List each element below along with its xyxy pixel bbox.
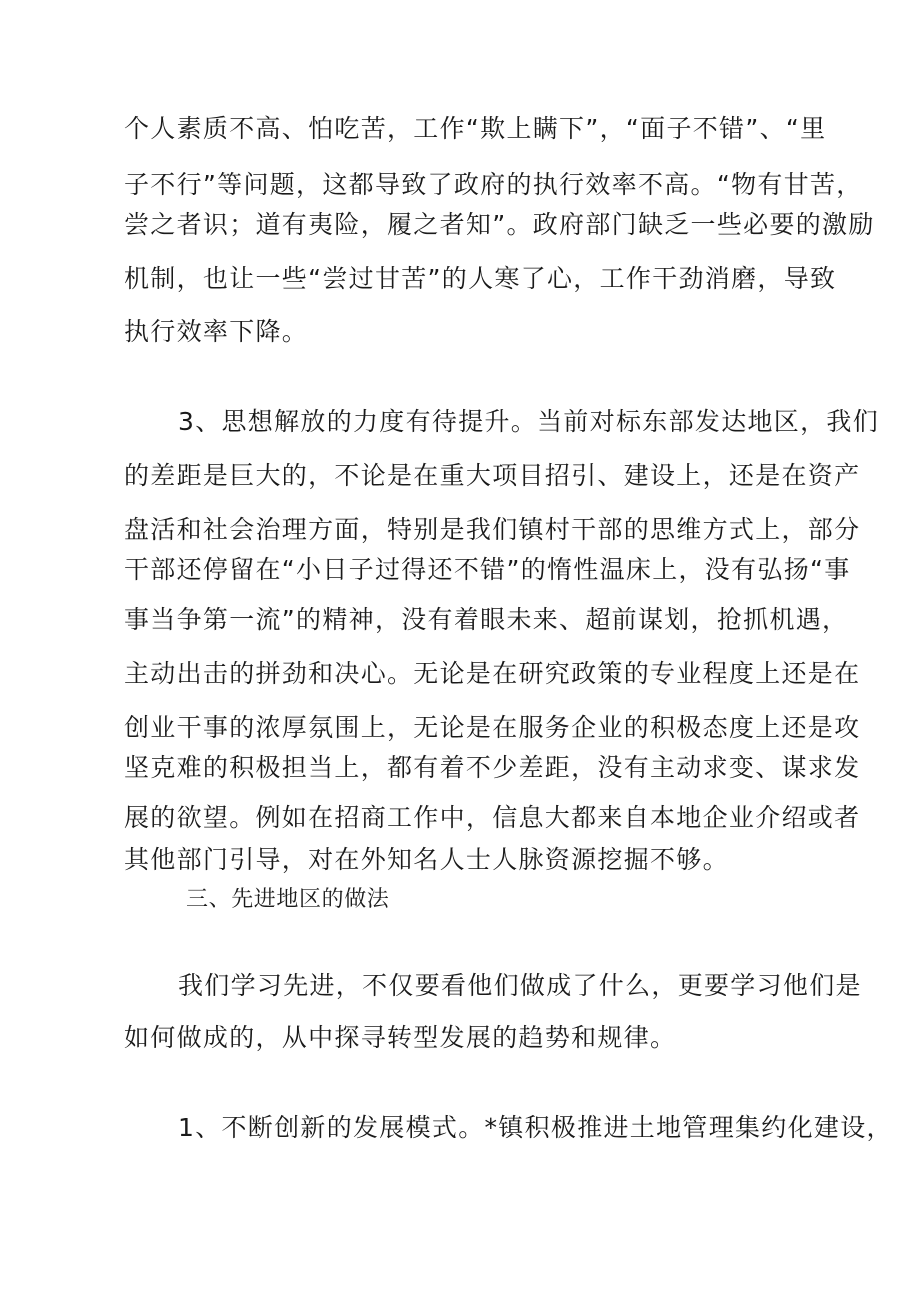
paragraph-2-line-3: 盘活和社会治理方面，特别是我们镇村干部的思维方式上，部分 [124, 515, 861, 544]
paragraph-3-line-2: 如何做成的，从中探寻转型发展的趋势和规律。 [124, 1023, 677, 1052]
paragraph-2-line-2: 的差距是巨大的，不论是在重大项目招引、建设上，还是在资产 [124, 461, 861, 490]
paragraph-1-line-1: 个人素质不高、怕吃苦，工作“欺上瞒下”，“面子不错”、“里 [124, 114, 827, 143]
paragraph-2-line-10: 其他部门引导，对在外知名人士人脉资源挖掘不够。 [124, 845, 729, 874]
paragraph-2-line-7: 创业干事的浓厚氛围上，无论是在服务企业的积极态度上还是攻 [124, 713, 861, 742]
paragraph-2-line-5: 事当争第一流”的精神，没有着眼未来、超前谋划，抢抓机遇， [124, 605, 849, 634]
paragraph-1-line-3: 尝之者识；道有夷险，履之者知”。政府部门缺乏一些必要的激励 [124, 210, 875, 239]
paragraph-1-line-4: 机制，也让一些“尝过甘苦”的人寒了心，工作干劲消磨，导致 [124, 264, 837, 293]
paragraph-2-line-1: 3、思想解放的力度有待提升。当前对标东部发达地区，我们 [178, 407, 880, 436]
paragraph-1-line-5: 执行效率下降。 [124, 317, 309, 346]
paragraph-2-line-8: 坚克难的积极担当上，都有着不少差距，没有主动求变、谋求发 [124, 753, 861, 782]
paragraph-2-line-6: 主动出击的拼劲和决心。无论是在研究政策的专业程度上还是在 [124, 659, 861, 688]
paragraph-2-line-9: 展的欲望。例如在招商工作中，信息大都来自本地企业介绍或者 [124, 803, 861, 832]
paragraph-2-line-4: 干部还停留在“小日子过得还不错”的惰性温床上，没有弘扬“事 [124, 555, 851, 584]
paragraph-4-line-1: 1、不断创新的发展模式。*镇积极推进土地管理集约化建设， [178, 1113, 893, 1142]
paragraph-3-line-1: 我们学习先进，不仅要看他们做成了什么，更要学习他们是 [178, 971, 862, 1000]
section-heading: 三、先进地区的做法 [186, 887, 390, 912]
paragraph-1-line-2: 子不行”等问题，这都导致了政府的执行效率不高。“物有甘苦， [124, 170, 863, 199]
